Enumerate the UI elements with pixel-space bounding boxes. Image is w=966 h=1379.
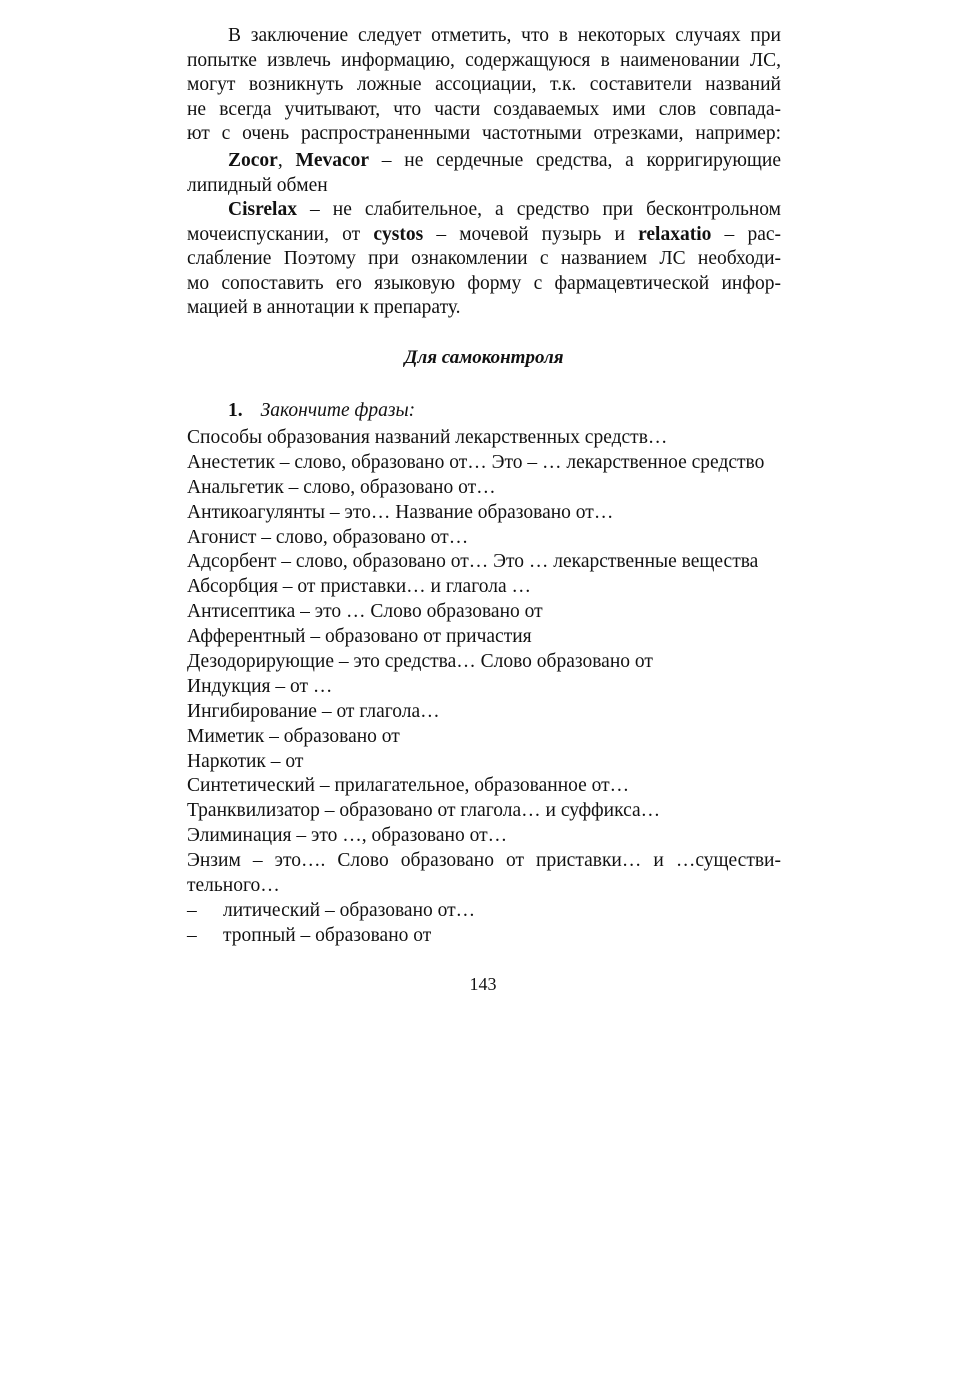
example-line: мо сопоставить его языковую форму с фармацевтической инфор- xyxy=(187,272,781,294)
example-text: – рас- xyxy=(711,223,781,245)
intro-line: не всегда учитывают, что части создаваемых ими слов совпада- xyxy=(187,98,781,120)
intro-paragraph xyxy=(187,24,781,147)
dash-item xyxy=(187,924,781,949)
intro-line: В заключение следует отметить, что в некоторых случаях при xyxy=(228,25,781,46)
page-number: 143 xyxy=(469,974,497,994)
example-cisrelax-paragraph xyxy=(187,198,781,321)
separator: , xyxy=(277,150,296,171)
intro-line: могут возникнуть ложные ассоциации, т.к. составители названий xyxy=(187,74,781,96)
drug-term: Zocor xyxy=(228,150,278,171)
example-line: липидный обмен xyxy=(187,174,328,196)
drug-term: Mevacor xyxy=(295,150,370,171)
phrase-item: Агонист – слово, образовано от… xyxy=(187,526,469,548)
dash-item xyxy=(187,899,781,924)
task-number: 1. xyxy=(228,400,243,421)
phrase-item: тельного… xyxy=(187,875,280,897)
intro-line: попытке извлечь информацию, содержащуюся в наименовании ЛС, xyxy=(187,49,781,71)
phrase-item: Транквилизатор – образовано от глагола… и суффикса… xyxy=(187,800,661,822)
dash-item-text: тропный – образовано от xyxy=(223,924,432,946)
phrase-item: Антисептика – это … Слово образовано от xyxy=(187,601,543,623)
phrase-item: Способы образования названий лекарственных средств… xyxy=(187,427,668,448)
dash-item-text: литический – образовано от… xyxy=(223,899,476,921)
task-heading xyxy=(228,400,415,422)
phrase-item: Энзим – это…. Слово образовано от приставки… и …существи- xyxy=(187,850,781,872)
dash-marker: – xyxy=(187,899,197,921)
example-line xyxy=(187,149,781,174)
latin-term: cystos xyxy=(373,223,424,245)
phrase-item: Элиминация – это …, образовано от… xyxy=(187,825,508,847)
phrase-item: Ингибирование – от глагола… xyxy=(187,700,440,722)
phrase-item: Адсорбент – слово, образовано от… Это … лекарственные вещества xyxy=(187,551,759,573)
phrase-item: Наркотик – от xyxy=(187,750,304,772)
example-line: мацией в аннотации к препарату. xyxy=(187,297,461,319)
phrase-item: Афферентный – образовано от причастия xyxy=(187,626,532,648)
example-text: – мочевой пузырь и xyxy=(423,223,639,245)
latin-term: relaxatio xyxy=(638,223,712,245)
dash-marker: – xyxy=(187,924,197,946)
example-text: – не сердечные средства, а корригирующие xyxy=(369,150,781,171)
phrase-item: Анестетик – слово, образовано от… Это – … лекарственное средство xyxy=(187,451,765,473)
example-line: слабление Поэтому при ознакомлении с названием ЛС необходи- xyxy=(187,248,781,270)
phrase-item: Дезодорирующие – это средства… Слово образовано от xyxy=(187,651,653,673)
phrase-item: Анальгетик – слово, образовано от… xyxy=(187,476,496,498)
example-line xyxy=(187,198,781,223)
phrase-list xyxy=(187,426,781,949)
phrase-item: Абсорбция – от приставки… и глагола … xyxy=(187,576,531,598)
example-text: мочеиспускании, от xyxy=(187,223,374,245)
example-zocor-paragraph xyxy=(187,149,781,198)
section-heading: Для самоконтроля xyxy=(404,347,564,368)
phrase-item: Синтетический – прилагательное, образованное от… xyxy=(187,775,630,797)
drug-term: Cisrelax xyxy=(228,199,297,220)
intro-line: ют с очень распространенными частотными отрезками, например: xyxy=(187,123,781,145)
example-line xyxy=(187,223,781,248)
phrase-item: Антикоагулянты – это… Название образовано от… xyxy=(187,501,614,523)
phrase-item: Миметик – образовано от xyxy=(187,725,400,747)
example-text: – не слабительное, а средство при бесконтрольном xyxy=(296,199,781,220)
phrase-item: Индукция – от … xyxy=(187,675,333,697)
task-text: Закончите фразы: xyxy=(260,400,416,421)
